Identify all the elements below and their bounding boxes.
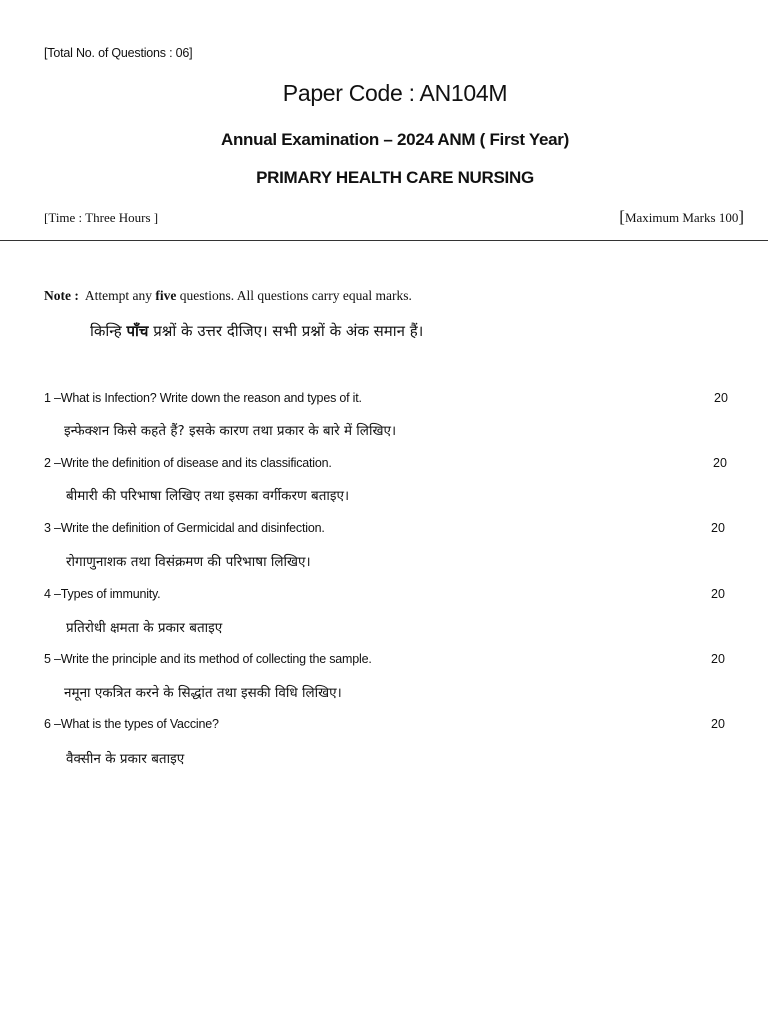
- question-3-hindi: रोगाणुनाशक तथा विसंक्रमण की परिभाषा लिखिए।: [66, 554, 311, 570]
- question-4-marks: 20: [711, 587, 725, 601]
- question-3-marks: 20: [711, 521, 725, 535]
- note-text-bold: five: [155, 288, 177, 303]
- note-text-post: questions. All questions carry equal marks.: [179, 288, 412, 303]
- total-questions: [Total No. of Questions : 06]: [44, 46, 193, 60]
- maximum-marks: [619, 207, 744, 227]
- question-4-hindi: प्रतिरोधी क्षमता के प्रकार बताइए: [66, 620, 223, 636]
- note-hindi-post: प्रश्नों के उत्तर दीजिए। सभी प्रश्नों के अंक समान हैं।: [153, 322, 424, 340]
- time-allowed: [Time : Three Hours ]: [44, 210, 159, 225]
- note-english: [44, 288, 412, 304]
- note-label: Note :: [44, 288, 79, 303]
- maximum-marks-text: Maximum Marks 100: [624, 210, 739, 225]
- question-1-english: 1 –What is Infection? Write down the reason and types of it.: [44, 391, 362, 405]
- note-hindi-bold: पाँच: [126, 322, 149, 340]
- question-2-hindi: बीमारी की परिभाषा लिखिए तथा इसका वर्गीकरण बताइए।: [66, 488, 350, 504]
- question-6-hindi: वैक्सीन के प्रकार बताइए: [66, 751, 185, 767]
- question-2-english: 2 –Write the definition of disease and its classification.: [44, 456, 332, 470]
- note-hindi: [90, 321, 423, 341]
- paper-code: Paper Code : AN104M: [282, 80, 508, 106]
- question-5-english: 5 –Write the principle and its method of collecting the sample.: [44, 652, 372, 666]
- question-4-english: 4 –Types of immunity.: [44, 587, 161, 601]
- question-2-marks: 20: [713, 456, 727, 470]
- question-6-english: 6 –What is the types of Vaccine?: [44, 717, 219, 731]
- question-1-hindi: इन्फेक्शन किसे कहते हैं? इसके कारण तथा प्रकार के बारे में लिखिए।: [64, 423, 397, 439]
- subject-title: PRIMARY HEALTH CARE NURSING: [256, 168, 534, 187]
- question-5-marks: 20: [711, 652, 725, 666]
- question-3-english: 3 –Write the definition of Germicidal and disinfection.: [44, 521, 325, 535]
- question-6-marks: 20: [711, 717, 725, 731]
- question-5-hindi: नमूना एकत्रित करने के सिद्धांत तथा इसकी विधि लिखिए।: [64, 685, 342, 701]
- note-text-pre: Attempt any: [84, 288, 152, 303]
- bracket-close: ]: [738, 207, 744, 226]
- bracket-open: [: [619, 207, 625, 226]
- note-hindi-pre: किन्हि: [90, 322, 122, 340]
- question-1-marks: 20: [714, 391, 728, 405]
- exam-title: Annual Examination – 2024 ANM ( First Year): [221, 130, 569, 149]
- header-divider: [0, 240, 768, 241]
